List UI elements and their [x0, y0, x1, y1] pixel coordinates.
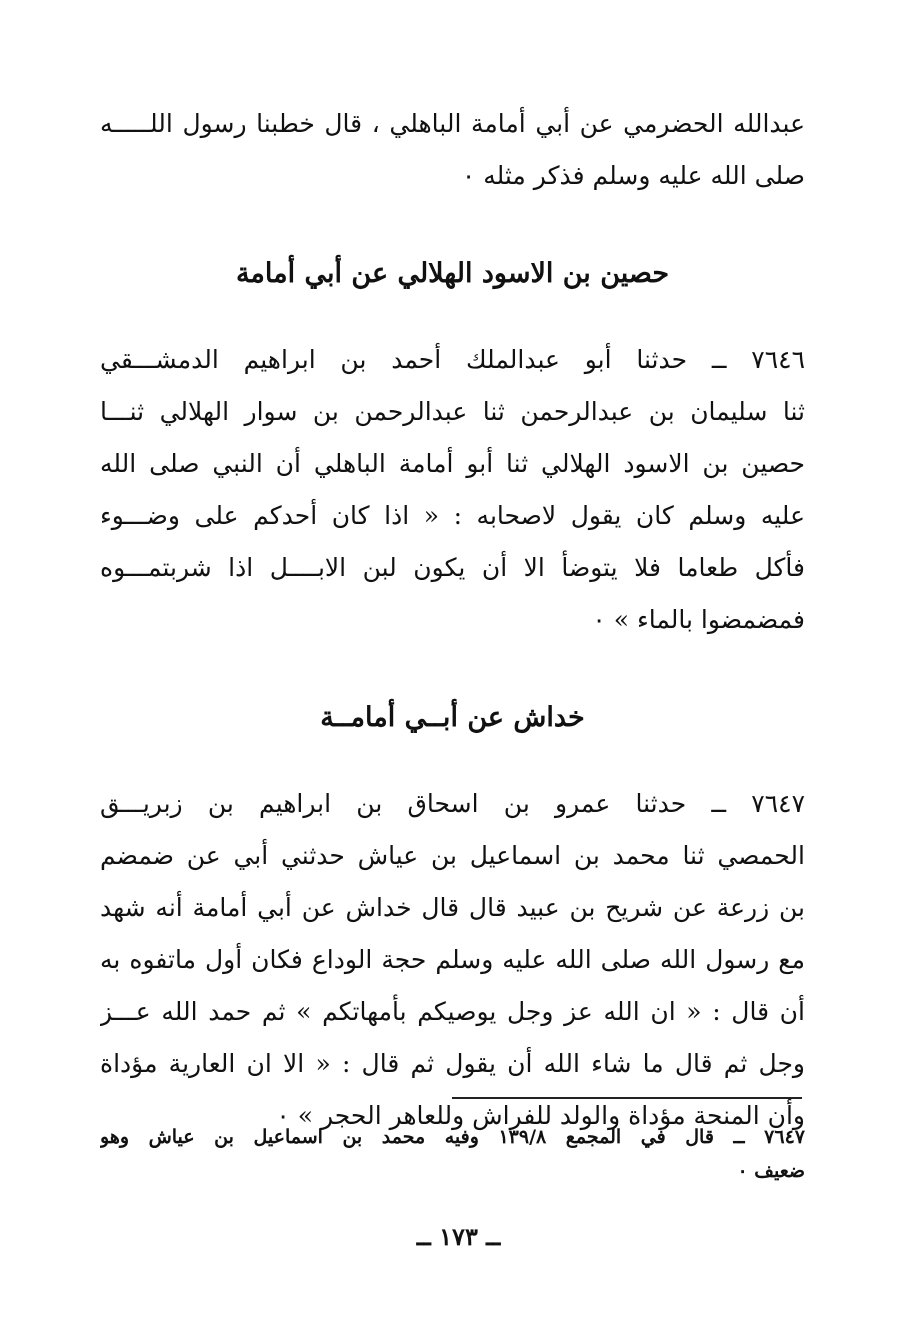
text-line: بن زرعة عن شريح بن عبيد قال قال خداش عن أبي أمامة أنه شهد [100, 893, 805, 922]
text-line: ثنا سليمان بن عبدالرحمن ثنا عبدالرحمن بن سوار الهلالي ثنـــا [100, 397, 805, 426]
hadith-7647-paragraph [100, 778, 805, 1142]
footnote-line: ٧٦٤٧ ــ قال في المجمع ١٣٩/٨ وفيه محمد بن اسماعيل بن عياش وهو [100, 1126, 805, 1148]
text-line: الحمصي ثنا محمد بن اسماعيل بن عياش حدثني أبي عن ضمضم [100, 841, 805, 870]
text-line: وجل ثم قال ما شاء الله أن يقول ثم قال : « الا ان العارية مؤداة [100, 1049, 805, 1078]
text-line: عبدالله الحضرمي عن أبي أمامة الباهلي ، قال خطبنا رسول اللـــــه [100, 109, 805, 138]
page-body [100, 98, 805, 1142]
text-line: صلى الله عليه وسلم فذكر مثله ٠ [461, 161, 805, 190]
intro-paragraph [100, 98, 805, 202]
text-line: ٧٦٤٦ ــ حدثنا أبو عبدالملك أحمد بن ابراهيم الدمشـــقي [100, 345, 805, 374]
footnote-line: ضعيف ٠ [737, 1160, 805, 1182]
footnote-divider [452, 1097, 802, 1099]
hadith-7646-paragraph [100, 334, 805, 646]
footnote [100, 1120, 805, 1188]
text-line: ٧٦٤٧ ــ حدثنا عمرو بن اسحاق بن ابراهيم بن زبريـــق [100, 789, 805, 818]
text-line: فأكل طعاما فلا يتوضأ الا أن يكون لبن الابــــل اذا شربتمـــوه [100, 553, 805, 582]
section-heading: حصين بن الاسود الهلالي عن أبي أمامة [235, 258, 670, 289]
text-line: حصين بن الاسود الهلالي ثنا أبو أمامة الباهلي أن النبي صلى الله [100, 449, 805, 478]
text-line: مع رسول الله صلى الله عليه وسلم حجة الوداع فكان أول ماتفوه به [100, 945, 805, 974]
text-line: أن قال : « ان الله عز وجل يوصيكم بأمهاتكم » ثم حمد الله عـــز [100, 997, 805, 1026]
text-line: عليه وسلم كان يقول لاصحابه : « اذا كان أحدكم على وضـــوء [100, 501, 805, 530]
page-number: ــ ١٧٣ ــ [416, 1222, 501, 1251]
section-heading: خداش عن أبــي أمامــة [320, 702, 585, 733]
text-line: فمضمضوا بالماء » ٠ [592, 605, 805, 634]
text-line: وأن المنحة مؤداة والولد للفراش وللعاهر الحجر » ٠ [276, 1101, 805, 1130]
